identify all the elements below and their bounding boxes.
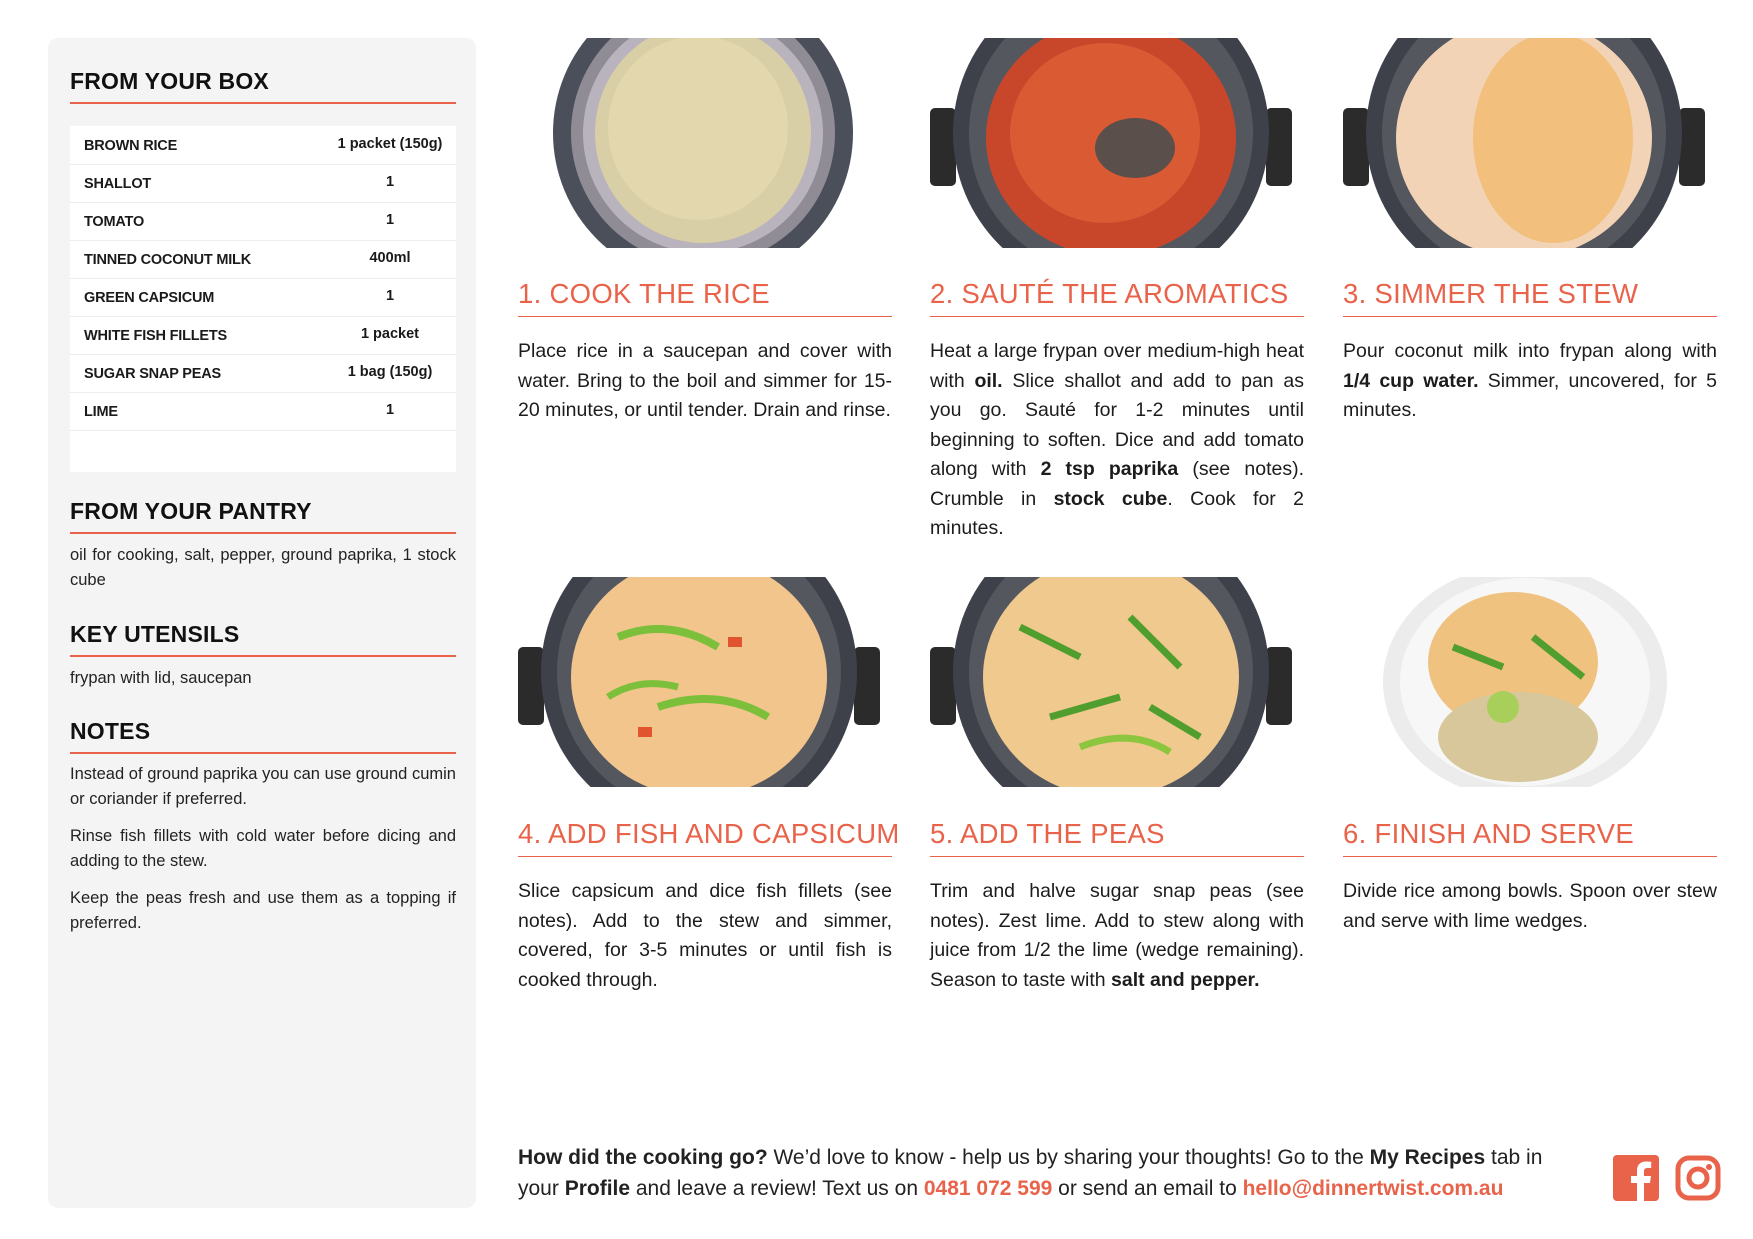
- instruction-text: . Cook for 2 minutes.: [930, 487, 1304, 539]
- ingredient-name: LIME: [84, 404, 118, 420]
- step-6-instructions: [1343, 877, 1717, 936]
- my-recipes-link[interactable]: My Recipes: [1369, 1146, 1486, 1169]
- footer-text: and leave a review! Text us on: [630, 1177, 924, 1200]
- instruction-text: Slice shallot and add to pan as you go. Sauté for 1-2 minutes until beginning to soften. Dice and add tomato along with: [930, 369, 1304, 480]
- step-5-title: 5. ADD THE PEAS: [930, 818, 1304, 857]
- step-3-title: 3. SIMMER THE STEW: [1343, 278, 1717, 317]
- step-6-title: 6. FINISH AND SERVE: [1343, 818, 1717, 857]
- ingredients-table: [70, 126, 456, 472]
- stew-with-peas-photo: [930, 577, 1292, 787]
- instruction-text: Simmer, uncovered, for 5 minutes.: [1343, 369, 1717, 421]
- ingredient-qty: 1 packet: [360, 326, 420, 342]
- step-2-title: 2. SAUTÉ THE AROMATICS: [930, 278, 1304, 317]
- step-2-instructions: [930, 337, 1304, 544]
- ingredient-row: [70, 278, 456, 317]
- footer-text: or send an email to: [1052, 1177, 1243, 1200]
- coconut-milk-frypan-photo: [1343, 38, 1705, 248]
- sidebar-panel: [48, 38, 476, 1208]
- feedback-footer: [518, 1142, 1578, 1204]
- step-5-instructions: [930, 877, 1304, 995]
- footer-text: We’d love to know - help us by sharing your thoughts! Go to the: [767, 1146, 1370, 1169]
- ingredient-emphasis: salt and pepper.: [1111, 968, 1260, 991]
- instruction-text: Trim and halve sugar snap peas (see notes). Zest lime. Add to stew along with juice from 1/2 the lime (wedge remaining). Season to taste with: [930, 880, 1304, 991]
- ingredient-row: [70, 164, 456, 203]
- ingredient-row: [70, 240, 456, 279]
- profile-link[interactable]: Profile: [564, 1177, 631, 1200]
- ingredient-qty: 1: [385, 288, 395, 304]
- facebook-icon[interactable]: [1613, 1155, 1659, 1201]
- ingredient-row: [70, 316, 456, 355]
- step-1-instructions: [518, 337, 892, 426]
- instruction-text: Slice capsicum and dice fish fillets (see notes). Add to the stew and simmer, covered, for 3-5 minutes or until fish is cooked through.: [518, 880, 892, 991]
- ingredient-emphasis: oil.: [974, 369, 1003, 392]
- instruction-text: Place rice in a saucepan and cover with water. Bring to the boil and simmer for 15-20 minutes, or until tender. Drain and rinse.: [518, 340, 892, 421]
- ingredient-qty: 1 packet (150g): [337, 136, 443, 152]
- ingredient-qty: 1: [385, 174, 395, 190]
- instruction-text: (see notes). Crumble in: [930, 458, 1304, 510]
- pantry-text: oil for cooking, salt, pepper, ground paprika, 1 stock cube: [70, 546, 456, 589]
- ingredient-name: WHITE FISH FILLETS: [84, 328, 228, 344]
- ingredient-emphasis: 1/4 cup water.: [1343, 369, 1479, 392]
- email-link[interactable]: hello@dinnertwist.com.au: [1242, 1177, 1504, 1200]
- notes-heading: NOTES: [70, 718, 456, 754]
- ingredient-row: [70, 392, 456, 431]
- ingredient-name: BROWN RICE: [84, 138, 178, 154]
- ingredient-row: [70, 126, 456, 165]
- note-item: Keep the peas fresh and use them as a topping if preferred.: [70, 889, 456, 932]
- step-4-instructions: [518, 877, 892, 995]
- from-your-pantry-heading: FROM YOUR PANTRY: [70, 498, 456, 534]
- ingredient-emphasis: stock cube: [1053, 487, 1168, 510]
- ingredient-name: TOMATO: [84, 214, 145, 230]
- step-3-instructions: [1343, 337, 1717, 426]
- note-item: Rinse fish fillets with cold water before dicing and adding to the stew.: [70, 827, 456, 870]
- utensils-text: frypan with lid, saucepan: [70, 669, 252, 687]
- rice-in-strainer-photo: [518, 38, 880, 248]
- ingredient-emphasis: 2 tsp paprika: [1040, 458, 1179, 480]
- from-your-box-heading: FROM YOUR BOX: [70, 68, 456, 104]
- step-1-title: 1. COOK THE RICE: [518, 278, 892, 317]
- ingredient-name: GREEN CAPSICUM: [84, 290, 215, 306]
- fish-capsicum-stew-photo: [518, 577, 880, 787]
- instruction-text: Pour coconut milk into frypan along with: [1343, 340, 1717, 362]
- phone-link[interactable]: 0481 072 599: [923, 1177, 1053, 1200]
- ingredient-name: SUGAR SNAP PEAS: [84, 366, 221, 382]
- ingredient-row: [70, 202, 456, 241]
- tomato-shallot-frypan-photo: [930, 38, 1292, 248]
- served-bowl-photo: [1343, 577, 1705, 787]
- ingredient-name: SHALLOT: [84, 176, 152, 192]
- key-utensils-heading: KEY UTENSILS: [70, 621, 456, 657]
- ingredient-qty: 1 bag (150g): [347, 364, 433, 380]
- footer-text: tab in your: [518, 1146, 1543, 1200]
- ingredient-row: [70, 354, 456, 393]
- step-4-title: 4. ADD FISH AND CAPSICUM: [518, 818, 892, 857]
- feedback-question: How did the cooking go?: [518, 1146, 768, 1169]
- ingredient-qty: 1: [385, 402, 395, 418]
- instruction-text: Divide rice among bowls. Spoon over stew and serve with lime wedges.: [1343, 880, 1717, 932]
- note-item: Instead of ground paprika you can use ground cumin or coriander if preferred.: [70, 765, 456, 808]
- ingredient-qty: 400ml: [369, 250, 411, 266]
- instruction-text: Heat a large frypan over medium-high heat with: [930, 340, 1304, 392]
- ingredient-name: TINNED COCONUT MILK: [84, 252, 251, 268]
- ingredient-qty: 1: [385, 212, 395, 228]
- instagram-icon[interactable]: [1675, 1155, 1721, 1201]
